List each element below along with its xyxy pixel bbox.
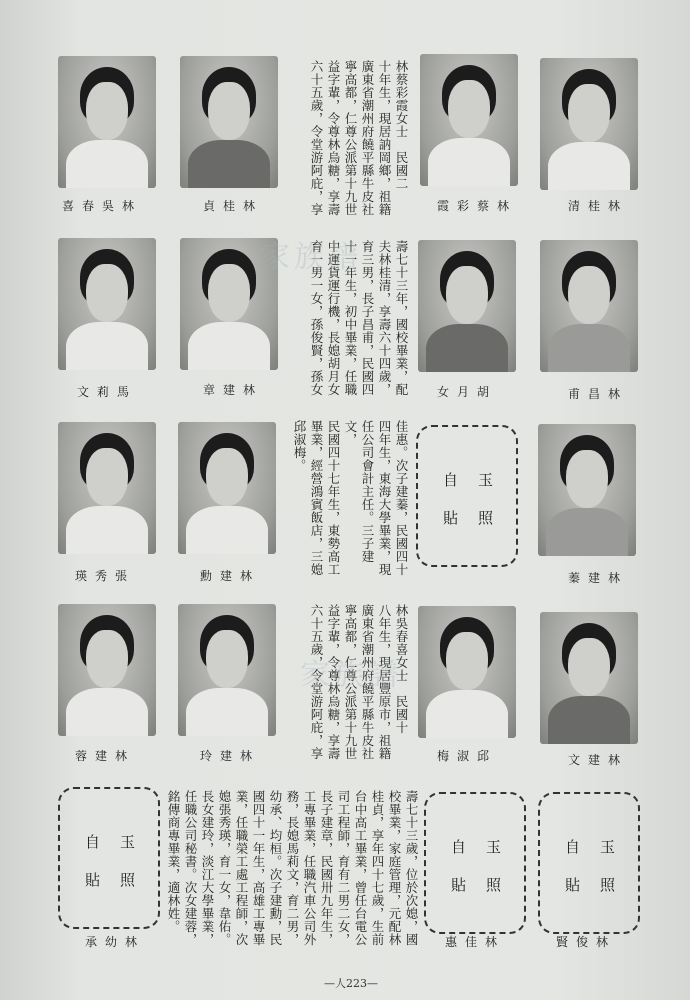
photo-caption: 惠佳林	[445, 935, 506, 949]
photo-portrait	[58, 56, 156, 188]
bio-line: 壽七十三歲，位於次媳，國	[404, 790, 419, 946]
bio-line: 工專畢業，任職汽車公司外	[302, 790, 317, 946]
bio-line: 廣東省潮州府饒平縣牛皮社	[360, 60, 375, 216]
bio-line: 邱淑梅。	[292, 420, 307, 472]
page-number: —人223—	[324, 977, 378, 990]
photo-portrait	[58, 604, 156, 736]
placeholder-char: 自	[565, 838, 581, 856]
photo-portrait	[540, 612, 638, 744]
bio-line: 長子建章，民國卅九年生，	[319, 790, 334, 946]
placeholder-char: 玉	[600, 838, 616, 856]
photo-caption: 貞桂林	[203, 199, 264, 213]
bio-line: 益字輩，令尊林烏糖，享壽	[326, 604, 341, 760]
photo-portrait	[420, 54, 518, 186]
photo-portrait	[178, 422, 276, 554]
photo-portrait	[58, 238, 156, 370]
bio-line: 十一年生，初中畢業，任職	[343, 240, 358, 396]
bio-line: 益字輩，令尊林烏糖，享壽	[326, 60, 341, 216]
placeholder-char: 照	[478, 509, 494, 527]
placeholder-char: 貼	[565, 876, 581, 894]
placeholder-char: 玉	[120, 833, 136, 851]
bio-line: 寧高都，仁尊公派第十九世	[343, 604, 358, 760]
biography-column	[290, 420, 410, 580]
biography-column	[166, 790, 420, 950]
bio-line: 八年生，現居豐原市，祖籍	[377, 604, 392, 760]
watermark: 家族譜	[300, 658, 402, 693]
bio-line: 務，長媳馬莉文，育二男，	[285, 790, 300, 946]
photo-placeholder	[424, 792, 526, 934]
photo-caption: 瑛秀張	[75, 569, 136, 583]
photo-caption: 女月胡	[437, 385, 498, 399]
bio-line: 畢業，經營鴻賓飯店，三媳	[309, 420, 324, 576]
photo-caption: 章建林	[203, 383, 264, 397]
photo-caption: 甫昌林	[568, 387, 629, 401]
placeholder-char: 貼	[85, 871, 101, 889]
bio-line: 林吳春喜女士 民國十	[394, 604, 409, 734]
placeholder-char: 玉	[478, 471, 494, 489]
bio-line: 國四十一年生，高雄工專畢	[251, 790, 266, 946]
photo-caption: 梅淑邱	[437, 749, 498, 763]
photo-caption: 勳建林	[200, 569, 261, 583]
placeholder-char: 照	[486, 876, 502, 894]
photo-portrait	[418, 240, 516, 372]
placeholder-char: 照	[120, 871, 136, 889]
bio-line: 中運貨運行機，長媳胡月女	[326, 240, 341, 396]
bio-line: 長女建玲，淡江大學畢業，	[200, 790, 215, 946]
bio-line: 夫林桂清，享壽六十四歲，	[377, 240, 392, 396]
bio-line: 壽七十三年，國校畢業，配	[394, 240, 409, 396]
bio-line: 六十五歲，令堂游阿庇，享	[309, 60, 324, 216]
watermark: 家族譜	[260, 240, 362, 275]
bio-line: 業，任職榮工處工程師，次	[234, 790, 249, 946]
bio-line: 任職公司秘書。次女建蓉，	[183, 790, 198, 946]
photo-portrait	[178, 604, 276, 736]
photo-caption: 賢俊林	[556, 935, 617, 949]
photo-caption: 清桂林	[568, 199, 629, 213]
photo-portrait	[540, 58, 638, 190]
photo-caption: 蓉建林	[75, 749, 136, 763]
photo-portrait	[538, 424, 636, 556]
photo-caption: 承幼林	[85, 935, 146, 949]
photo-portrait	[58, 422, 156, 554]
photo-placeholder	[58, 787, 160, 929]
bio-line: 林蔡彩霞女士 民國二	[394, 60, 409, 190]
photo-portrait	[418, 606, 516, 738]
bio-line: 十年生，現居訥岡鄉，祖籍	[377, 60, 392, 216]
photo-placeholder	[538, 792, 640, 934]
bio-line: 育一男一女，孫俊賢，孫女	[309, 240, 324, 396]
photo-placeholder	[416, 425, 518, 567]
bio-line: 佳惠。次子建蓁，民國四十	[394, 420, 409, 576]
photo-portrait	[180, 56, 278, 188]
placeholder-char: 玉	[486, 838, 502, 856]
bio-line: 校畢業，家庭管理，元配林	[387, 790, 402, 946]
bio-line: 四年生，東海大學畢業，現	[377, 420, 392, 576]
placeholder-char: 自	[451, 838, 467, 856]
photo-caption: 文莉馬	[77, 385, 138, 399]
bio-line: 司工程師，育有二男二女，	[336, 790, 351, 946]
photo-caption: 文建林	[568, 753, 629, 767]
placeholder-char: 貼	[451, 876, 467, 894]
bio-line: 民國四十七年生，東勢高工	[326, 420, 341, 576]
bio-line: 六十五歲，令堂游阿庇，享	[309, 604, 324, 760]
placeholder-char: 自	[443, 471, 459, 489]
photo-caption: 玲建林	[200, 749, 261, 763]
photo-portrait	[540, 240, 638, 372]
photo-caption: 蓁建林	[568, 571, 629, 585]
bio-line: 廣東省潮州府饒平縣牛皮社	[360, 604, 375, 760]
photo-caption: 喜春吳林	[62, 199, 143, 213]
placeholder-char: 貼	[443, 509, 459, 527]
bio-line: 寧高都，仁尊公派第十九世	[343, 60, 358, 216]
biography-column	[290, 60, 410, 220]
bio-line: 任公司會計主任。三子建文，	[343, 420, 375, 563]
bio-line: 幼承、均桓。次子建勳，民	[268, 790, 283, 946]
bio-line: 台中高工畢業，曾任台電公	[353, 790, 368, 946]
bio-line: 媳張秀瑛，育一女，韋佑。	[217, 790, 232, 946]
photo-caption: 霞彩蔡林	[437, 199, 518, 213]
placeholder-char: 照	[600, 876, 616, 894]
bio-line: 銘傳商專畢業，適林姓。	[166, 790, 181, 933]
placeholder-char: 自	[85, 833, 101, 851]
bio-line: 桂貞，享年四十七歲，生前	[370, 790, 385, 946]
bio-line: 育三男，長子昌甫，民國四	[360, 240, 375, 396]
